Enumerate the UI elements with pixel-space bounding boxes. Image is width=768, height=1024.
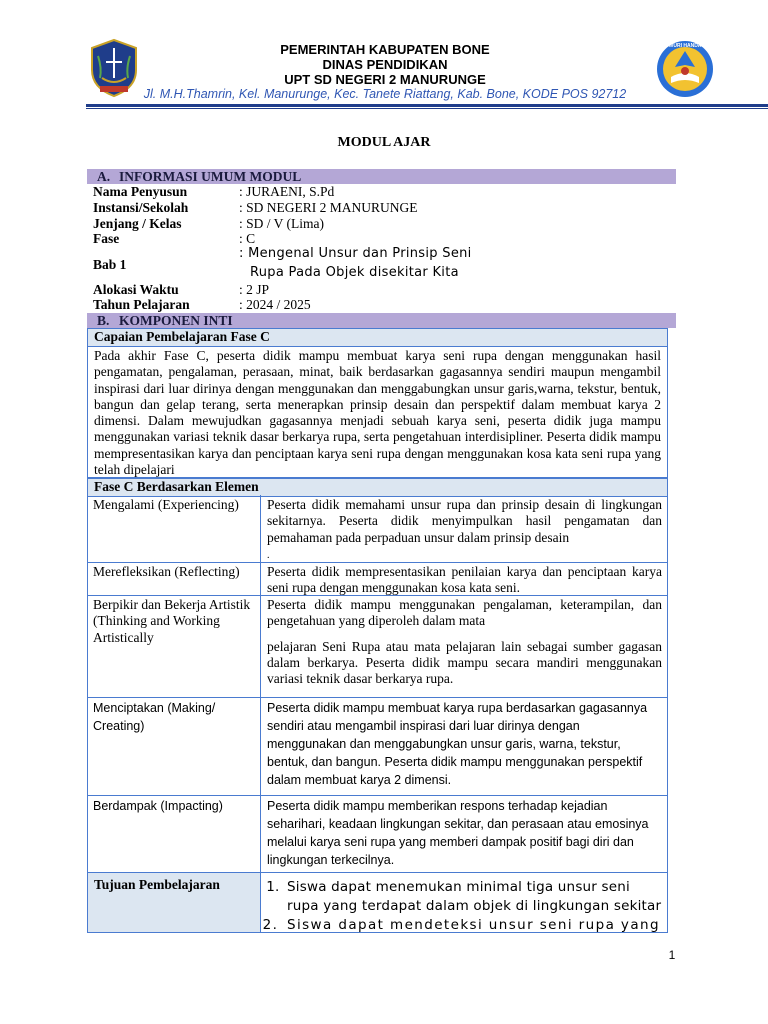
section-a-title: INFORMASI UMUM MODUL xyxy=(119,169,302,184)
tujuan-list-cell xyxy=(262,878,664,935)
section-b-title: KOMPONEN INTI xyxy=(119,313,233,328)
elemen-name-berpikir: Berpikir dan Bekerja Artistik (Thinking and Working Artistically xyxy=(93,597,251,645)
document-title: MODUL AJAR xyxy=(337,135,431,150)
tujuan-item: 1. Siswa dapat menemukan minimal tiga unsur seni rupa yang terdapat dalam objek di lingkungan sekitar xyxy=(284,878,664,916)
elemen-name-mengalami: Mengalami (Experiencing) xyxy=(93,497,239,512)
info-label-tahun: Tahun Pelajaran xyxy=(93,297,190,312)
info-label-bab: Bab 1 xyxy=(93,257,127,272)
info-label-jenjang: Jenjang / Kelas xyxy=(93,216,182,231)
elemen-desc-mengalami xyxy=(261,495,668,566)
elemen-desc-berpikir-part2: pelajaran Seni Rupa atau mata pelajaran lain sebagai sumber gagasan dalam berkarya. Peserta didik mampu secara mandiri menggunakan variasi teknik dasar berkarya rupa. xyxy=(267,638,662,687)
info-value-jenjang: : SD / V (Lima) xyxy=(239,216,325,231)
capaian-text: Pada akhir Fase C, peserta didik mampu membuat karya seni rupa dengan menggunakan hasil pengamatan, pengalaman, perasaan, minat, baik berdasarkan gagasannya sendiri maupun mengambil inspirasi dari luar dirinya dengan menggunakan dan menggabungkan unsur garis,warna, tekstur, bentuk, bangun dan gelap terang, serta menerapkan prinsip desain dan perspektif dalam membuat karya 2 dimensi. Dalam mewujudkan gagasannya menjadi sebuah karya seni, peserta didik juga mampu menggunakan variasi teknik dasar berkarya rupa, serta pengetahuan interdisipliner. Peserta didik mampu mempresentasikan karya dan penciptaan karya seni rupa dengan menggunakan kosa kata seni rupa yang telah dipelajari xyxy=(94,348,661,478)
info-label-sekolah: Instansi/Sekolah xyxy=(93,200,189,215)
letterhead-address: Jl. M.H.Thamrin, Kel. Manurunge, Kec. Tanete Riattang, Kab. Bone, KODE POS 92712 xyxy=(143,87,627,101)
letterhead-divider xyxy=(86,104,768,107)
tut-wuri-handayani-logo xyxy=(655,39,715,99)
letterhead-government: PEMERINTAH KABUPATEN BONE xyxy=(280,42,490,57)
info-label-alokasi: Alokasi Waktu xyxy=(93,282,179,297)
info-value-fase: : C xyxy=(239,231,256,246)
section-a-number: A. xyxy=(97,169,111,184)
elemen-desc-mengalami-extra: . xyxy=(267,549,270,561)
tujuan-label: Tujuan Pembelajaran xyxy=(94,877,220,892)
letterhead-school: UPT SD NEGERI 2 MANURUNGE xyxy=(284,72,486,87)
page-number: 1 xyxy=(668,948,676,962)
tut-wuri-logo-text: TUT WURI HANDAYANI xyxy=(657,43,713,49)
section-b-bar xyxy=(87,313,676,328)
elemen-header: Fase C Berdasarkan Elemen xyxy=(88,479,667,497)
info-value-alokasi: : 2 JP xyxy=(239,282,270,297)
letterhead-divider-thin xyxy=(86,108,768,109)
tujuan-label-cell xyxy=(88,873,260,932)
elemen-desc-berpikir xyxy=(261,595,668,689)
elemen-name-berdampak: Berdampak (Impacting) xyxy=(93,799,223,813)
capaian-table xyxy=(87,328,668,478)
letterhead-department: DINAS PENDIDIKAN xyxy=(322,57,448,72)
info-label-penyusun: Nama Penyusun xyxy=(93,184,188,199)
elemen-name-menciptakan: Menciptakan (Making/ Creating) xyxy=(93,701,216,733)
tujuan-list xyxy=(262,878,664,935)
elemen-desc-merefleksikan: Peserta didik mempresentasikan penilaian karya dan penciptaan karya seni rupa dengan menggunakan kosa kata seni. xyxy=(267,564,662,596)
info-value-sekolah: : SD NEGERI 2 MANURUNGE xyxy=(239,200,418,215)
tujuan-item: 2. Siswa dapat mendeteksi unsur seni rupa yang xyxy=(284,916,664,935)
elemen-desc-berpikir-part1: Peserta didik mampu menggunakan pengalaman, keterampilan, dan pengetahuan yang diperoleh dalam mata xyxy=(267,597,662,629)
info-value-tahun: : 2024 / 2025 xyxy=(239,297,311,312)
info-value-bab: : Mengenal Unsur dan Prinsip Seni xyxy=(239,246,472,261)
elemen-desc-berdampak: Peserta didik mampu memberikan respons terhadap kejadian seharihari, keadaan lingkungan sekitar, dan perasaan atau emosinya melalui karya seni rupa yang memberi dampak positif bagi diri dan lingkungan terkecilnya. xyxy=(267,799,649,867)
section-a-bar xyxy=(87,169,676,184)
elemen-desc-mengalami-text: Peserta didik memahami unsur rupa dan prinsip desain di lingkungan sekitarnya. Peserta didik menyimpulkan hasil pengamatan dan pemahaman pada perpaduan unsur dalam prinsip desain xyxy=(267,497,662,545)
elemen-name-merefleksikan: Merefleksikan (Reflecting) xyxy=(93,564,240,579)
section-b-number: B. xyxy=(97,313,110,328)
info-label-fase: Fase xyxy=(93,231,120,246)
info-value-penyusun: : JURAENI, S.Pd xyxy=(239,184,335,199)
capaian-header: Capaian Pembelajaran Fase C xyxy=(88,329,667,347)
info-value-bab-line2: Rupa Pada Objek disekitar Kita xyxy=(250,265,459,280)
elemen-desc-menciptakan: Peserta didik mampu membuat karya rupa berdasarkan gagasannya sendiri atau mengambil inspirasi dari luar dirinya dengan menggunakan dan menggabungkan unsur garis, warna, tekstur, bentuk, dan bangun. Peserta didik mampu menggunakan perspektif dalam membuat karya 2 dimensi. xyxy=(267,701,648,787)
